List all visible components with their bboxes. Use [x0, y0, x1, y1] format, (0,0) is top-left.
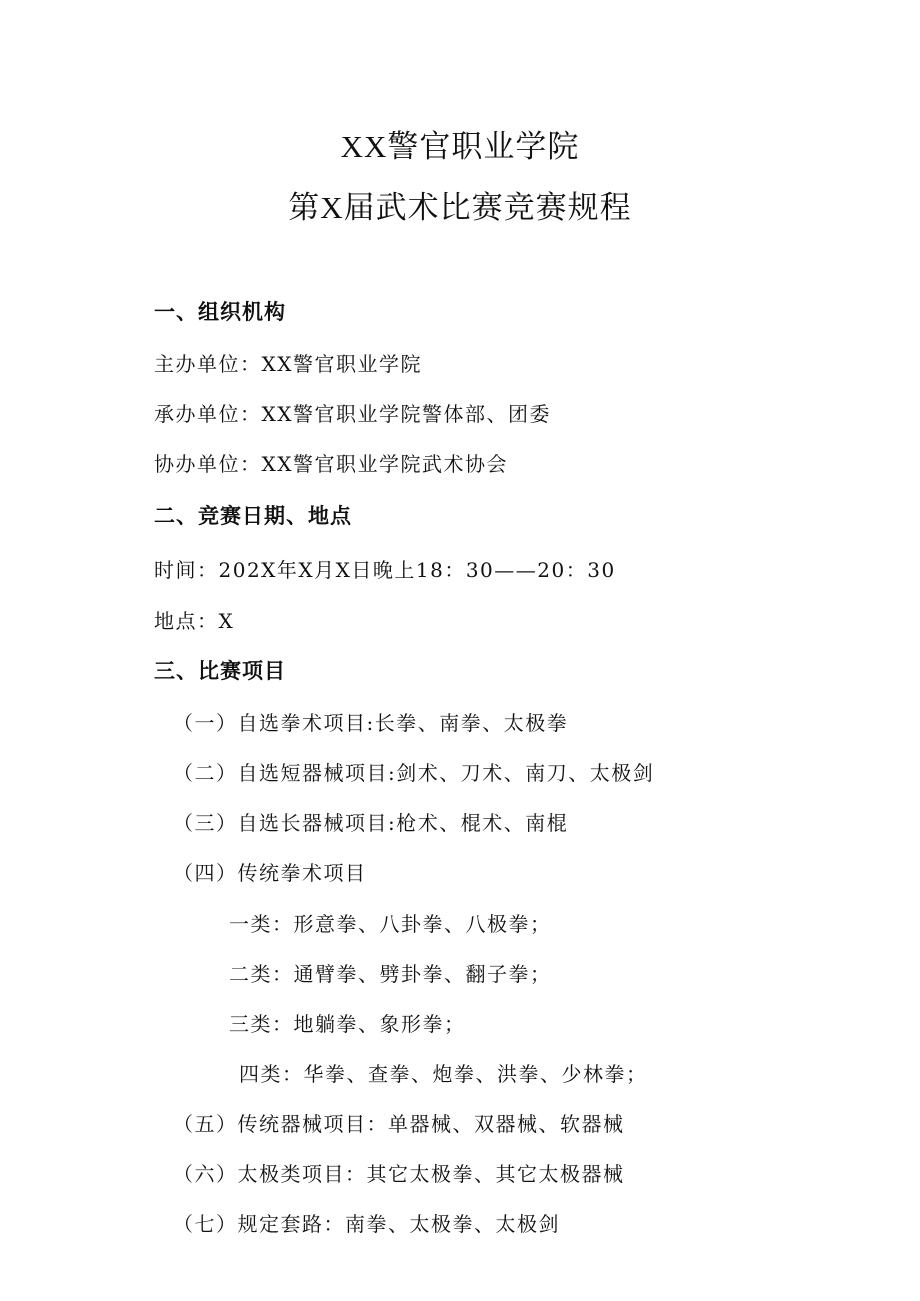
event-item: （七）规定套路：南拳、太极拳、太极剑	[173, 1212, 560, 1236]
event-subitem: 二类：通臂拳、劈卦拳、翻子拳；	[229, 962, 552, 986]
section-heading-date-venue: 二、竞赛日期、地点	[154, 504, 352, 528]
event-item: （三）自选长器械项目:枪术、棍术、南棍	[173, 811, 569, 835]
section-heading-events: 三、比赛项目	[154, 659, 286, 683]
event-item: （四）传统拳术项目	[173, 861, 367, 885]
event-subitem: 三类：地躺拳、象形拳；	[229, 1012, 466, 1036]
event-item: （二）自选短器械项目:剑术、刀术、南刀、太极剑	[173, 761, 655, 785]
venue-line: 地点：X	[154, 609, 235, 633]
event-item: （五）传统器械项目：单器械、双器械、软器械	[173, 1112, 625, 1136]
event-item: （六）太极类项目：其它太极拳、其它太极器械	[173, 1162, 625, 1186]
host-unit-line: 主办单位：XX警官职业学院	[154, 352, 422, 376]
section-heading-organization: 一、组织机构	[154, 300, 286, 324]
event-item: （一）自选拳术项目:长拳、南拳、太极拳	[173, 711, 569, 735]
event-subitem: 四类：华拳、查拳、炮拳、洪拳、少林拳；	[239, 1062, 648, 1086]
event-subitem: 一类：形意拳、八卦拳、八极拳；	[229, 912, 552, 936]
co-organizer-unit-line: 协办单位：XX警官职业学院武术协会	[154, 452, 508, 476]
organizer-unit-line: 承办单位：XX警官职业学院警体部、团委	[154, 402, 551, 426]
document-title-line-1: XX警官职业学院	[340, 129, 580, 164]
document-title-line-2: 第X届武术比赛竞赛规程	[288, 190, 632, 225]
time-line: 时间：202X年X月X日晚上18：30——20：30	[154, 558, 616, 582]
